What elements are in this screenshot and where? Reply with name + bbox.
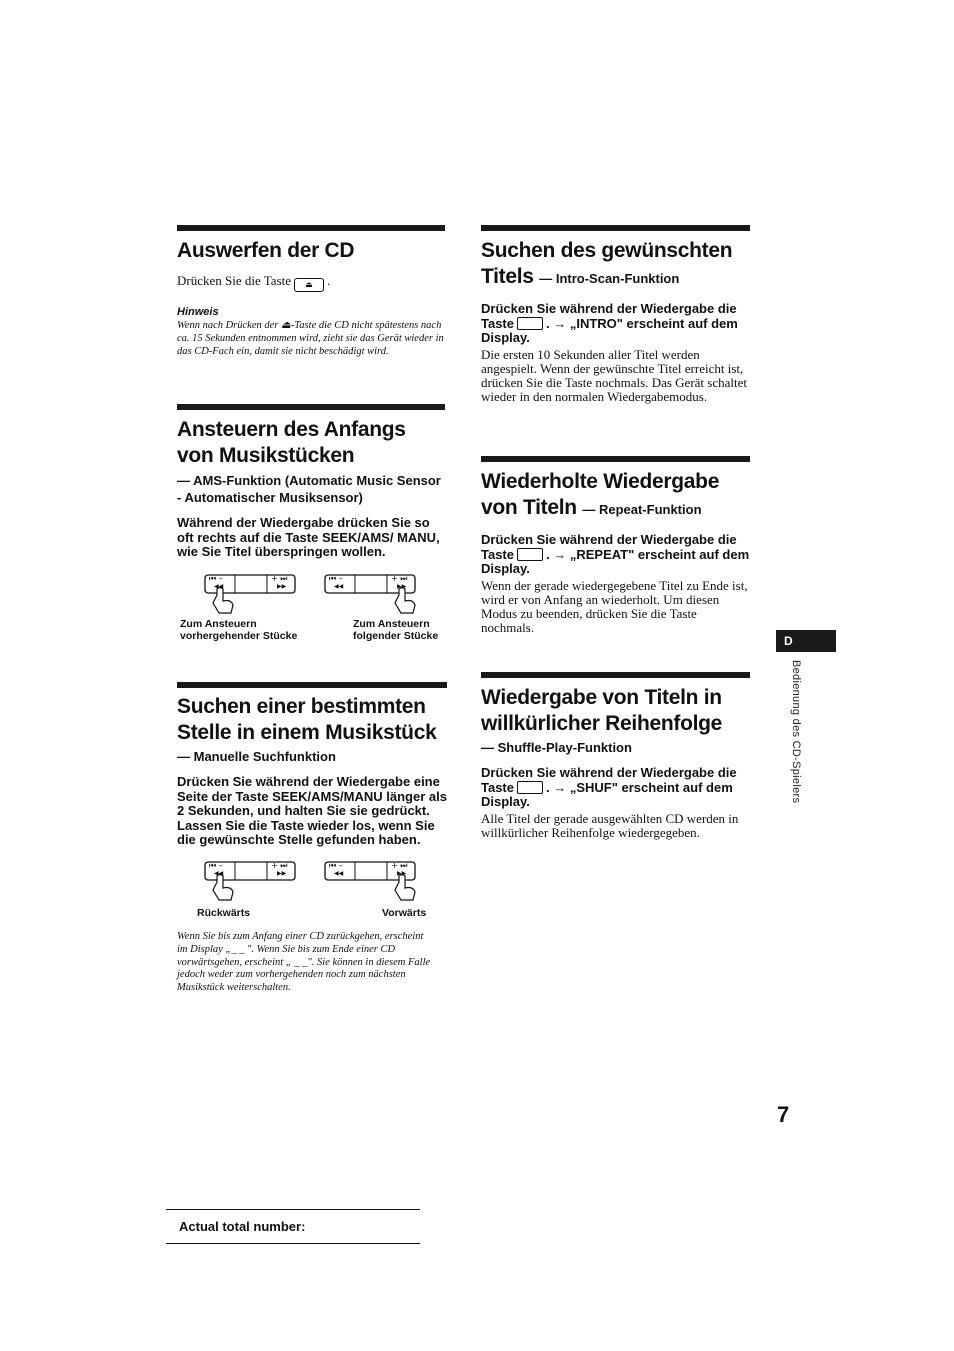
- minus-label: ⏮ –: [329, 861, 343, 870]
- plus-label: + ⏭: [391, 861, 408, 870]
- section-subtitle: — Repeat-Funktion: [582, 502, 702, 517]
- manual-note: Wenn Sie bis zum Anfang einer CD zurückgehen, erscheint im Display „_ _ ". Wenn Sie bis zum Ende einer CD vorwärtsgehen, erscheint „ _ _". Sie können in diesem Falle jedoch weder zum vorhergehenden noch zum nächsten Musikstück weiterschalten.: [177, 931, 431, 994]
- section-rule: [177, 682, 447, 688]
- section-title: Wiedergabe von Titeln in willkürlicher Reihenfolge: [481, 686, 723, 735]
- label-backward: Rückwärts: [197, 907, 251, 919]
- minus-label: ⏮ –: [329, 574, 343, 583]
- section-eject: [177, 225, 445, 358]
- minus-label: ⏮ –: [209, 861, 223, 870]
- plus-label: + ⏭: [391, 574, 408, 583]
- intro-instruction: Drücken Sie während der Wiedergabe die Taste . → „INTRO" erscheint auf dem Display.: [481, 301, 738, 346]
- section-rule: [481, 456, 750, 462]
- section-rule: [481, 672, 750, 678]
- plus-label: + ⏭: [271, 861, 288, 870]
- minus-label: ⏮ –: [209, 574, 223, 583]
- section-repeat: [481, 456, 750, 636]
- button-icon: [517, 317, 543, 330]
- label-next: Zum Ansteuern folgender Stücke: [353, 618, 439, 642]
- ff-icon: ▶▶: [397, 583, 407, 590]
- ams-instruction: Während der Wiedergabe drücken Sie so oft rechts auf die Taste SEEK/AMS/ MANU, wie Sie Titel überspringen wollen.: [177, 515, 440, 560]
- eject-note: Wenn nach Drücken der ⏏-Taste die CD nicht spätestens nach ca. 15 Sekunden entnommen wird, zieht sie das Gerät wieder in das CD-Fach ein, damit sie nicht beschädigt wird.: [177, 320, 444, 357]
- section-manual-search: [177, 682, 447, 848]
- section-rule: [481, 225, 750, 231]
- section-title: Ansteuern des Anfangs von Musikstücken: [177, 418, 406, 467]
- button-icon: [517, 548, 543, 561]
- label-previous: Zum Ansteuern vorhergehender Stücke: [180, 618, 298, 642]
- shuffle-instruction: Drücken Sie während der Wiedergabe die Taste . → „SHUF" erscheint auf dem Display.: [481, 765, 737, 810]
- shuffle-body: Alle Titel der gerade ausgewählten CD werden in willkürlicher Reihenfolge wiedergegeben.: [481, 810, 739, 840]
- section-subtitle: — Manuelle Suchfunktion: [177, 749, 336, 764]
- section-rule: [177, 404, 445, 410]
- label-forward: Vorwärts: [382, 907, 427, 919]
- section-title: Wiederholte Wiedergabe von Titeln — Repeat-Funktion: [481, 470, 720, 519]
- section-title: Suchen einer bestimmten Stelle in einem Musikstück: [177, 695, 437, 744]
- plus-label: + ⏭: [271, 574, 288, 583]
- intro-body: Die ersten 10 Sekunden aller Titel werden angespielt. Wenn der gewünschte Titel erreicht ist, drücken Sie die Taste nochmals. Das Gerät schaltet wieder in den normalen Wiedergabemodus.: [481, 346, 747, 405]
- note-title: Hinweis: [177, 306, 219, 318]
- actual-total-box: [166, 1209, 420, 1244]
- eject-icon: ⏏: [281, 320, 291, 331]
- button-icon: [517, 781, 543, 794]
- ff-icon: ▶▶: [277, 870, 287, 877]
- ff-icon: ▶▶: [277, 583, 287, 590]
- rew-icon: ◀◀: [334, 870, 344, 877]
- language-tab: D: [776, 630, 836, 652]
- section-subtitle: — Shuffle-Play-Funktion: [481, 740, 632, 755]
- ams-diagram: [177, 573, 445, 645]
- manual-instruction: Drücken Sie während der Wiedergabe eine Seite der Taste SEEK/AMS/MANU länger als 2 Sekunden, und halten Sie sie gedrückt. Lassen Sie die Taste wieder los, wenn Sie die gewünschte Stelle gefunden haben.: [177, 774, 447, 848]
- ff-icon: ▶▶: [397, 870, 407, 877]
- repeat-body: Wenn der gerade wiedergegebene Titel zu Ende ist, wird er von Anfang an wiederholt. Um diesen Modus zu beenden, drücken Sie die Taste nochmals.: [481, 577, 748, 636]
- rew-icon: ◀◀: [334, 583, 344, 590]
- actual-total-label: Actual total number:: [179, 1219, 306, 1234]
- manual-diagram: [177, 860, 445, 922]
- section-shuffle: [481, 672, 750, 840]
- eject-key-icon: ⏏: [294, 278, 324, 292]
- section-ams: [177, 404, 445, 560]
- section-intro-scan: [481, 225, 750, 405]
- rew-icon: ◀◀: [214, 870, 224, 877]
- section-rule: [177, 225, 445, 231]
- section-title: Auswerfen der CD: [177, 239, 355, 262]
- rew-icon: ◀◀: [214, 583, 224, 590]
- section-subtitle: — Intro-Scan-Funktion: [539, 271, 680, 286]
- section-subtitle: — AMS-Funktion (Automatic Music Sensor - Automatischer Musiksensor): [177, 473, 441, 505]
- side-running-head: Bedienung des CD-Spielers: [790, 660, 802, 804]
- section-title: Suchen des gewünschten Titels — Intro-Scan-Funktion: [481, 239, 733, 288]
- eject-instruction: Drücken Sie die Taste ⏏ .: [177, 274, 445, 292]
- repeat-instruction: Drücken Sie während der Wiedergabe die Taste . → „REPEAT" erscheint auf dem Display.: [481, 532, 750, 577]
- page-number: 7: [777, 1102, 790, 1127]
